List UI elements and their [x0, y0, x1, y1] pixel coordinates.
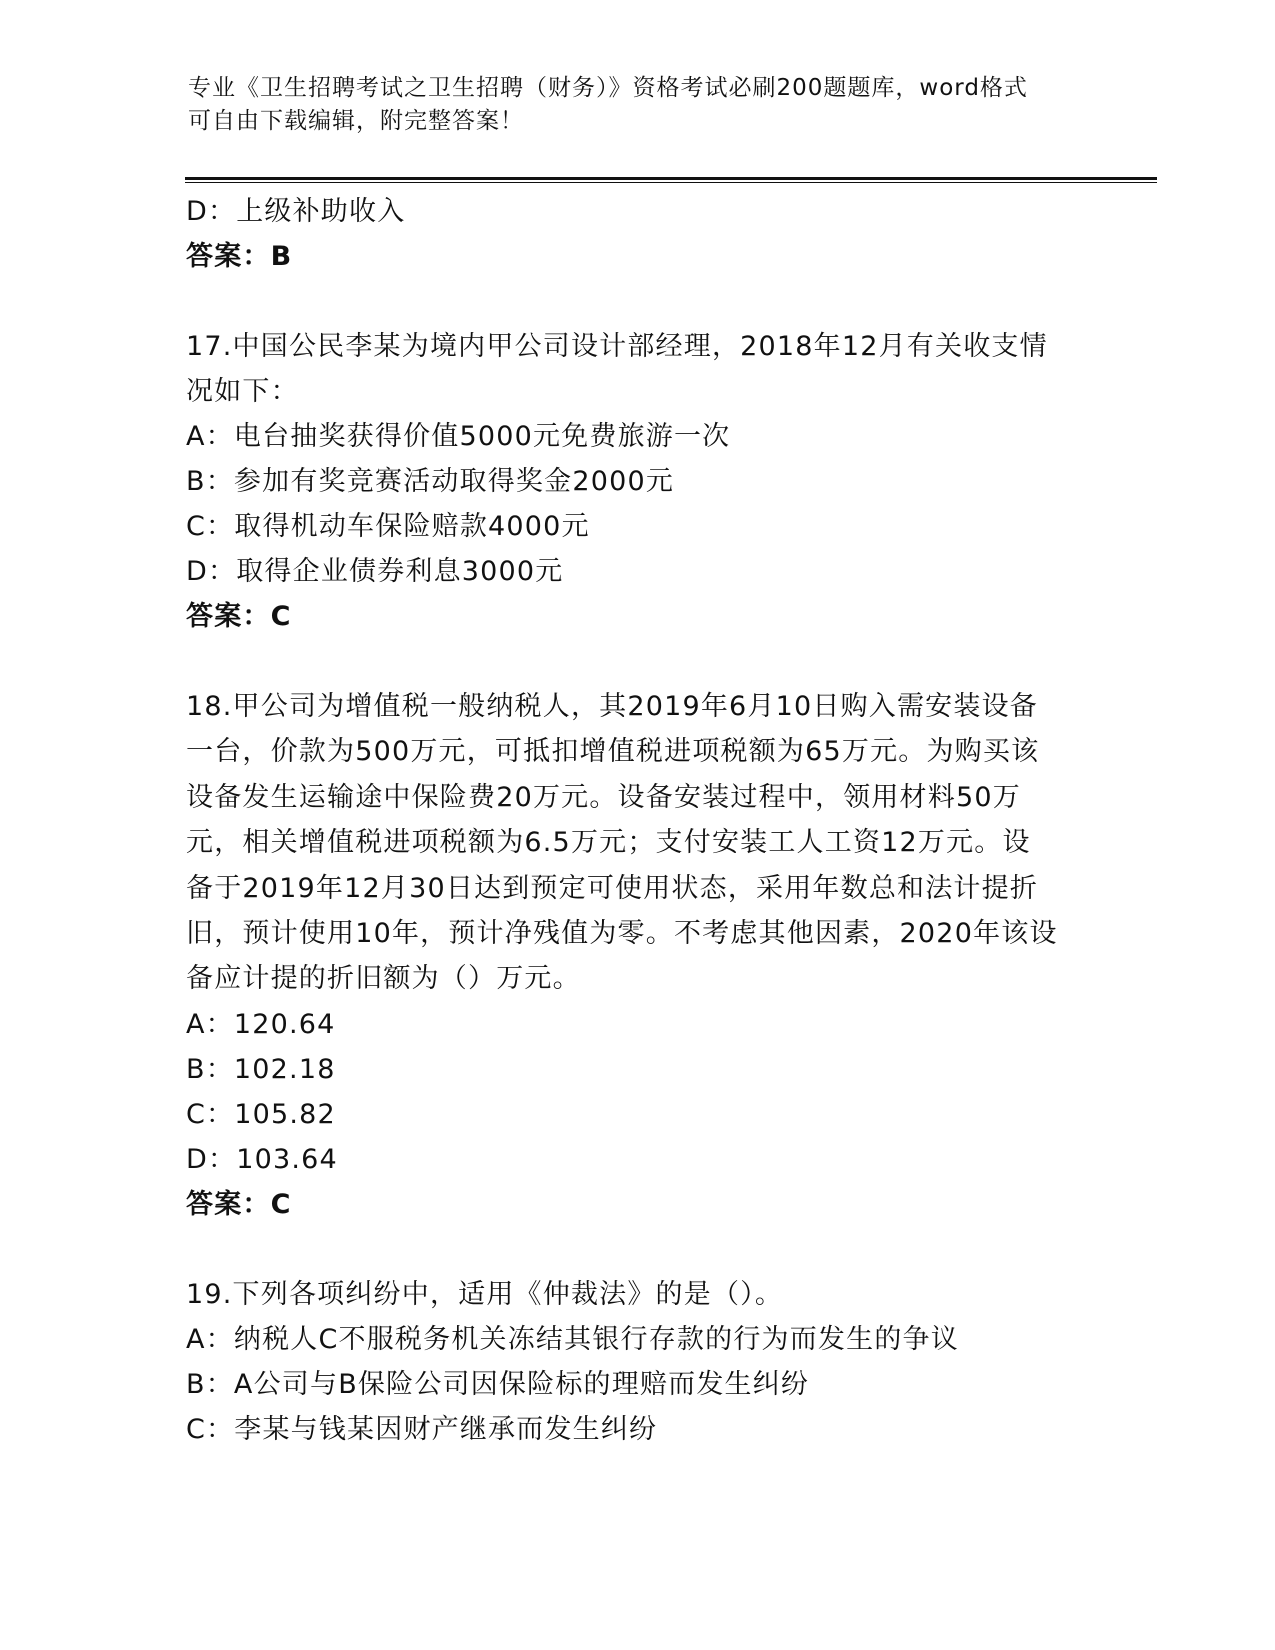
question-18 [186, 684, 1086, 1227]
header-divider [185, 177, 1157, 180]
option-d: D：上级补助收入 [186, 196, 406, 227]
option-c: C：105.82 [186, 1098, 336, 1130]
question-stem: 设备发生运输途中保险费20万元。设备安装过程中，领用材料50万 [186, 781, 1021, 813]
answer: 答案：B [186, 241, 293, 272]
header-line: 可自由下载编辑，附完整答案！ [188, 108, 524, 134]
question-stem: 19.下列各项纠纷中，适用《仲裁法》的是（）。 [186, 1278, 784, 1310]
option-c: C：取得机动车保险赔款4000元 [186, 511, 590, 542]
option-b: B：A公司与B保险公司因保险标的理赔而发生纠纷 [186, 1368, 810, 1400]
answer: 答案：C [186, 1188, 292, 1220]
option-a: A：纳税人C不服税务机关冻结其银行存款的行为而发生的争议 [186, 1323, 959, 1355]
question-17 [186, 324, 1086, 639]
option-b: B：102.18 [186, 1053, 336, 1085]
question-stem: 备应计提的折旧额为（）万元。 [186, 963, 581, 995]
option-a: A：120.64 [186, 1008, 336, 1040]
question-stem: 元，相关增值税进项税额为6.5万元；支付安装工人工资12万元。设 [186, 827, 1031, 859]
option-b: B：参加有奖竞赛活动取得奖金2000元 [186, 466, 675, 497]
spacer [186, 639, 1086, 684]
question-stem: 备于2019年12月30日达到预定可使用状态，采用年数总和法计提折 [186, 872, 1039, 904]
option-a: A：电台抽奖获得价值5000元免费旅游一次 [186, 421, 731, 452]
option-d: D：103.64 [186, 1143, 338, 1175]
question-stem: 一台，价款为500万元，可抵扣增值税进项税额为65万元。为购买该 [186, 736, 1040, 768]
spacer [186, 1227, 1086, 1272]
question-16-tail [186, 189, 1086, 279]
question-stem: 况如下： [186, 376, 299, 407]
question-list [186, 189, 1086, 1452]
question-stem: 18.甲公司为增值税一般纳税人，其2019年6月10日购入需安装设备 [186, 691, 1038, 722]
header-line: 专业《卫生招聘考试之卫生招聘（财务）》资格考试必刷200题题库，word格式 [188, 75, 1028, 101]
option-c: C：李某与钱某因财产继承而发生纠纷 [186, 1413, 658, 1445]
option-d: D：取得企业债券利息3000元 [186, 556, 564, 587]
answer: 答案：C [186, 601, 292, 632]
page-header [188, 72, 1068, 138]
question-stem: 17.中国公民李某为境内甲公司设计部经理，2018年12月有关收支情 [186, 331, 1048, 362]
question-stem: 旧，预计使用10年，预计净残值为零。不考虑其他因素，2020年该设 [186, 917, 1058, 949]
spacer [186, 279, 1086, 324]
header-divider [185, 182, 1157, 183]
question-19 [186, 1272, 1086, 1452]
